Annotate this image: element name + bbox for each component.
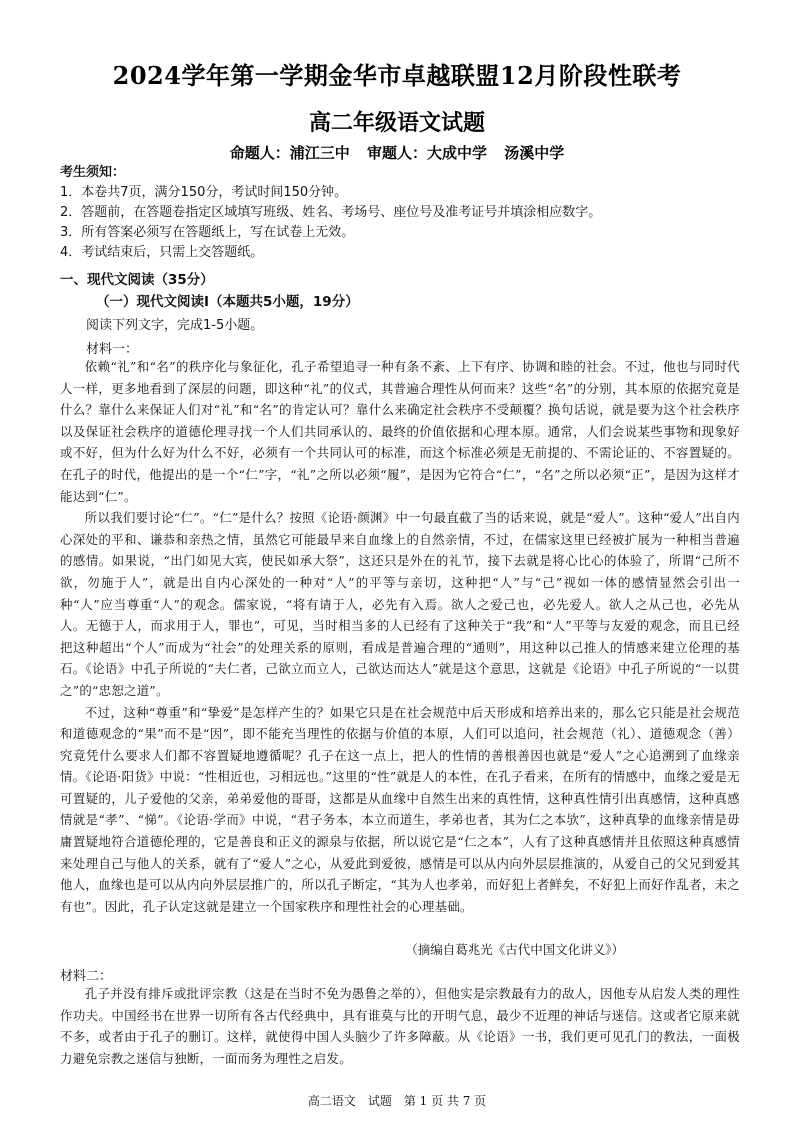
material1-paragraph: 不过，这种“尊重”和“挚爱”是怎样产生的？如果它只是在社会规范中后天形成和培养出来的，那么它只能是社会规范和道德观念的“果”而不是“因”，即不能充当理性的依据与价值的本原，人们可以追问，社会规范（礼）、道德观念（善）究竟凭什么要求人们都不容置疑地遵循呢？孔子在这一点上，把人的性情的善根善因也就是“爱人”之心追溯到了血缘亲情。《论语·阳货》中说：“性相近也，习相远也。”这里的“性”就是人的本性，在孔子看来，在所有的情感中，血缘之爱是无可置疑的，儿子爱他的父亲，弟弟爱他的哥哥，这都是从血缘中自然生出来的真性情，这种真性情引出真感情，这种真感情就是“孝”、“悌”。《论语·学而》中说，“君子务本，本立而道生，孝弟也者，其为仁之本欤”，这种真挚的血缘亲情是毋庸置疑地符合道德伦理的，它是善良和正义的源泉与依据，所以说它是“仁之本”，人有了这种真感情并且依照这种真感情来处理自己与他人的关系，就有了“爱人”之心，从爱此到爱彼，感情是可以从内向外层层推演的，从爱自己的父兄到爱其他人，血缘也是可以从内向外层层推广的，所以孔子断定，“其为人也孝弟，而好犯上者鲜矣，不好犯上而好作乱者，未之有也”。因此，孔子认定这就是建立一个国家秩序和理性社会的心理基础。: [60, 704, 740, 914]
material1-paragraph: 所以我们要讨论“仁”。“仁”是什么？按照《论语·颜渊》中一句最直截了当的话来说，就是“爱人”。这种“爱人”出自内心深处的平和、谦恭和亲热之情，虽然它可能最早来自血缘上的自然亲情，不过，在儒家这里已经被扩展为一种相当普遍的感情。如果说，“出门如见大宾，使民如承大祭”，这还只是外在的礼节，接下去就是将心比心的体验了，所谓“己所不欲，勿施于人”，就是出自内心深处的一种对“人”的平等与亲切，这种把“人”与“己”视如一体的感情显然会引出一种“人”应当尊重“人”的观念。儒家说，“将有请于人，必先有入焉。欲人之爱己也，必先爱人。欲人之从己也，必先从人。无德于人，而求用于人，罪也”，可见，当时相当多的人已经有了这种关于“我”和“人”平等与友爱的观念，而且已经把这种超出“个人”而成为“社会”的处理关系的原则，看成是普遍合理的“通则”，用这种以己推人的情感来建立伦理的基石。《论语》中孔子所说的“夫仁者，己欲立而立人，己欲达而达人”就是这个意思，这就是《论语》中孔子所说的“一以贯之”的“忠恕之道”。: [60, 510, 740, 698]
notice-item: 3．所有答案必须写在答题纸上，写在试卷上无效。: [60, 225, 355, 240]
material1-body: [60, 356, 740, 917]
notice-item: 1．本卷共7页，满分150分，考试时间150分钟。: [60, 185, 348, 200]
notice-item: 4．考试结束后，只需上交答题纸。: [60, 245, 264, 260]
section-title: 一、现代文阅读（35分）: [60, 272, 214, 288]
material2-paragraph: 孔子并没有排斥或批评宗教（这是在当时不免为愚鲁之举的），但他实是宗教最有力的敌人，因他专从启发人类的理性作功夫。中国经书在世界一切所有各古代经典中，具有谁莫与比的开明气息，最少不近理的神话与迷信。这或者它原来就不多，或者由于孔子的删订。这样，就使得中国人头脑少了许多障蔽。从《论语》一书，我们更可见孔门的教法，一面极力避免宗教之迷信与独断，一面而务为理性之启发。: [60, 986, 740, 1066]
material1-paragraph: 依赖“礼”和“名”的秩序化与象征化，孔子希望追寻一种有条不紊、上下有序、协调和睦的社会。不过，他也与同时代人一样，更多地看到了深层的问题，即这种“礼”的仪式，其普遍合理性从何而来？这些“名”的分别，其本原的依据究竟是什么？靠什么来保证人们对“礼”和“名”的肯定认可？靠什么来确定社会秩序不受颠覆？换句话说，就是要为这个社会秩序以及保证社会秩序的道德伦理寻找一个人们共同承认的、最终的价值依据和心理本原。通常，人们会说某些事物和现象好或不好，但为什么好为什么不好，必须有一个共同认可的标准，而这个标准必须是无前提的、不需论证的、不容置疑的。在孔子的时代，他提出的是一个“仁”字，“礼”之所以必须“履”，是因为它符合“仁”，“名”之所以必须“正”，是因为这样才能达到“仁”。: [60, 359, 740, 504]
notice-item: 2．答题前，在答题卷指定区域填写班级、姓名、考场号、座位号及准考证号并填涂相应数字。: [60, 205, 602, 220]
page-footer: 高二语文 试题 第 1 页 共 7 页: [307, 1094, 487, 1108]
reviewer-label: 审题人：大成中学: [366, 144, 487, 162]
material1-label: 材料一：: [86, 342, 139, 357]
subsection-title: （一）现代文阅读Ⅰ（本题共5小题，19分）: [96, 294, 359, 310]
exam-subtitle: 高二年级语文试题: [308, 110, 485, 136]
notice-heading: 考生须知：: [60, 165, 126, 180]
reviewer2-label: 汤溪中学: [504, 144, 565, 162]
exam-authors: [0, 142, 794, 163]
material1-source: （摘编自葛兆光《古代中国文化讲义》）: [405, 942, 624, 957]
material2-body: [60, 983, 740, 1069]
reading-instruction: 阅读下列文字，完成1-5小题。: [86, 318, 264, 333]
material2-label: 材料二：: [60, 969, 113, 984]
exam-main-title: 2024学年第一学期金华市卓越联盟12月阶段性联考: [112, 61, 682, 90]
exam-notice: [60, 163, 740, 263]
setter-label: 命题人：浦江三中: [229, 144, 350, 162]
